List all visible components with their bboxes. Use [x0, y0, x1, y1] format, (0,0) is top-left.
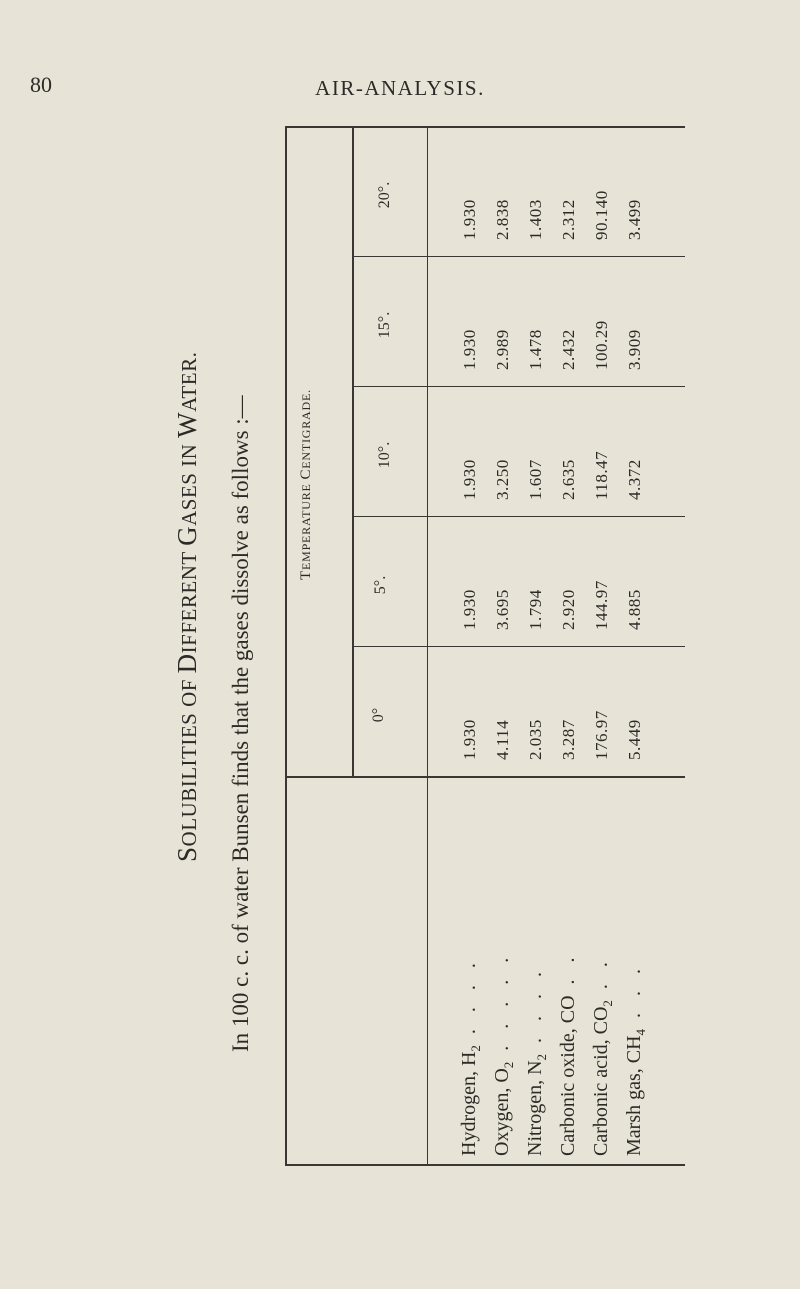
cell-co-10: 2.635	[559, 459, 578, 500]
title-cap-2: D	[172, 653, 202, 674]
cell-ch4-20: 3.499	[625, 199, 644, 240]
cell-h2-0: 1.930	[460, 719, 479, 760]
col-head-20: 20°.	[376, 181, 394, 209]
cell-co-15: 2.432	[559, 329, 578, 370]
header-cap-2: C	[298, 468, 314, 480]
section-title	[172, 352, 203, 862]
cell-h2-15: 1.930	[460, 329, 479, 370]
cell-co-20: 2.312	[559, 199, 578, 240]
running-head: AIR-ANALYSIS.	[315, 76, 485, 100]
gas-label-marsh-gas: Marsh gas, $CH_4$ . . .	[623, 962, 648, 1156]
intro-line: In 100 c. c. of water Bunsen finds that the gases dissolve as follows :—	[228, 395, 253, 1052]
gas-label-carbonic-acid: Carbonic acid, $CO_2$ . .	[590, 956, 615, 1156]
col-head-15: 15°.	[376, 311, 394, 339]
gas-label-nitrogen: Nitrogen, $N_2$ . . . .	[524, 965, 549, 1156]
col-head-10: 10°.	[376, 441, 394, 469]
table-left-rule	[285, 126, 287, 1166]
header-cap-1: T	[298, 570, 314, 580]
title-cap-4: W	[172, 411, 202, 438]
cell-co2-15: 100.29	[592, 320, 611, 370]
temperature-header	[298, 389, 315, 580]
cell-ch4-15: 3.909	[625, 329, 644, 370]
title-part-3: ASES IN	[177, 437, 201, 526]
cell-n2-15: 1.478	[526, 329, 545, 370]
temp-col-divider-1	[352, 256, 685, 257]
title-part-1: OLUBILITIES OF	[177, 673, 201, 847]
header-part-1: EMPERATURE	[299, 479, 313, 571]
cell-co2-10: 118.47	[592, 450, 611, 500]
title-cap-1: S	[172, 846, 202, 862]
cell-co2-0: 176.97	[592, 710, 611, 760]
temp-col-divider-3	[352, 516, 685, 517]
cell-ch4-0: 5.449	[625, 719, 644, 760]
title-part-2: IFFERENT	[177, 545, 201, 654]
values-left-rule	[427, 126, 428, 1166]
table-top-rule	[285, 126, 685, 128]
gas-label-oxygen: Oxygen, $O_2$ . . . . .	[491, 951, 516, 1156]
gas-label-carbonic-oxide: Carbonic oxide, CO . .	[557, 951, 579, 1156]
gas-label-hydrogen: Hydrogen, $H_2$ . . . .	[458, 957, 483, 1156]
cell-o2-10: 3.250	[493, 459, 512, 500]
cell-o2-20: 2.838	[493, 199, 512, 240]
cell-o2-0: 4.114	[493, 719, 512, 760]
table-bottom-rule	[285, 1164, 685, 1166]
temp-col-divider-4	[352, 646, 685, 647]
cell-o2-5: 3.695	[493, 589, 512, 630]
header-column-rule	[352, 126, 354, 776]
cell-n2-5: 1.794	[526, 589, 545, 630]
cell-ch4-10: 4.372	[625, 459, 644, 500]
temp-col-divider-2	[352, 386, 685, 387]
cell-n2-20: 1.403	[526, 199, 545, 240]
header-body-divider	[285, 776, 685, 778]
cell-n2-0: 2.035	[526, 719, 545, 760]
title-cap-3: G	[172, 525, 202, 546]
cell-h2-5: 1.930	[460, 589, 479, 630]
cell-co-0: 3.287	[559, 719, 578, 760]
cell-co-5: 2.920	[559, 589, 578, 630]
col-head-0: 0°	[370, 707, 388, 723]
cell-h2-20: 1.930	[460, 199, 479, 240]
title-part-4: ATER.	[177, 351, 201, 412]
cell-n2-10: 1.607	[526, 459, 545, 500]
cell-co2-5: 144.97	[592, 580, 611, 630]
col-head-5: 5°.	[372, 575, 390, 595]
header-part-2: ENTIGRADE.	[299, 389, 313, 469]
cell-co2-20: 90.140	[592, 190, 611, 240]
cell-o2-15: 2.989	[493, 329, 512, 370]
cell-h2-10: 1.930	[460, 459, 479, 500]
page-number: 80	[30, 72, 52, 97]
cell-ch4-5: 4.885	[625, 589, 644, 630]
